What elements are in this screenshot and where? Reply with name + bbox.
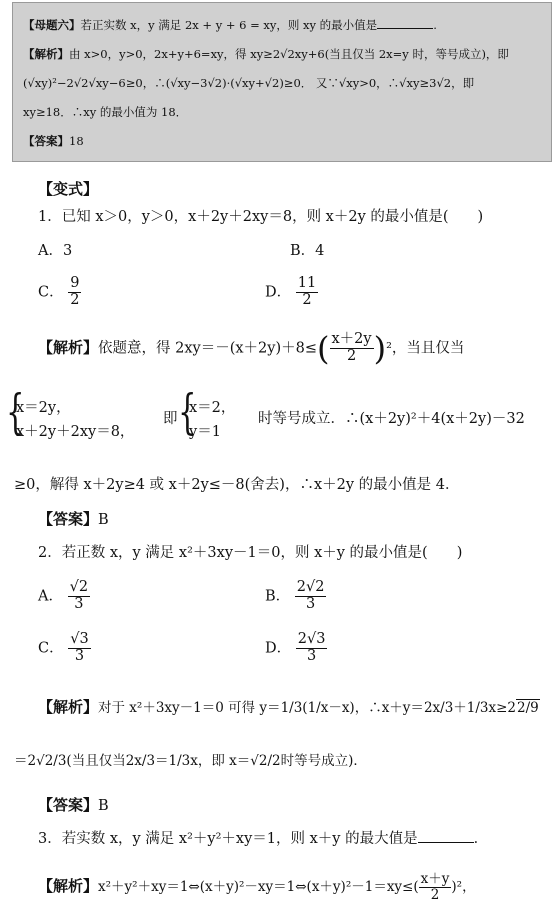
q2-analysis-text-c: ，即 x＝ <box>197 753 251 769</box>
q2-answer <box>38 796 109 815</box>
q2-analysis-line-1 <box>38 698 540 717</box>
left-brace-2: { <box>178 384 197 440</box>
q2-eq-sign: ＝ <box>14 753 28 769</box>
analysis-line-2: (√xy)²−2√2√xy−6≥0，∴(√xy−3√2)·(√xy+√2)≥0． 又∵√xy>0，∴√xy≥3√2，即 <box>23 76 475 90</box>
q1-analysis-fraction <box>330 332 374 365</box>
fraction-denominator: 3 <box>306 647 317 664</box>
analysis-text-1a: 由 x>0，y>0，2x+y+6=xy，得 xy≥2√2xy+6 <box>69 47 325 61</box>
q2-answer-value: B <box>98 798 109 814</box>
q1-analysis-text-b: ²，当且仅当 <box>386 340 465 357</box>
q3-stem-text: 3．若实数 x，y 满足 x²＋y²＋xy＝1，则 x＋y 的最大值是 <box>38 831 418 847</box>
problem-line: 【母题六】若正实数 x，y 满足 2x + y + 6 = xy，则 xy 的最小值是 . <box>23 18 437 32</box>
q2-answer-tag: 【答案】 <box>38 796 99 814</box>
fraction-denominator: 2 <box>302 291 312 308</box>
q2-analysis-frac-6: 1/3x <box>168 753 198 769</box>
equation-system-1 <box>16 396 134 444</box>
answer-line <box>23 127 541 156</box>
system-1-eq-b: x＋2y＋2xy＝8， <box>16 424 135 440</box>
q2-analysis-frac-1: 1/3 <box>280 700 303 716</box>
analysis-line-3: xy≥18．∴xy 的最小值为 18． <box>23 105 188 119</box>
fraction-numerator: x＋y <box>420 871 450 887</box>
q1-option-d-fraction <box>296 276 318 309</box>
q2-option-a-label: A． <box>38 588 63 605</box>
fraction-numerator: 9 <box>70 275 80 291</box>
answer-blank <box>377 16 433 29</box>
q2-analysis-text: 对于 x²＋3xy－1＝0 可得 y＝ <box>98 700 281 716</box>
fraction-numerator: 2√3 <box>297 631 326 647</box>
q2-option-c-label: C． <box>38 640 64 657</box>
q1-option-a: A．3 <box>38 243 73 259</box>
analysis-tag: 【解析】 <box>23 47 69 61</box>
q1-stem: 1．已知 x＞0，y＞0，x＋2y＋2xy＝8，则 x＋2y 的最小值是( ) <box>38 209 484 225</box>
q3-analysis-fraction <box>419 872 452 903</box>
q2-analysis-sqrt: 2/9 <box>517 700 539 716</box>
q2-stem: 2．若正数 x，y 满足 x²＋3xy－1＝0，则 x＋y 的最小值是( ) <box>38 545 463 561</box>
q2-analysis-frac-2: (1/x－x)，∴x＋y＝ <box>302 700 424 716</box>
q1-option-d-label: D． <box>265 284 292 301</box>
q2-option-a <box>38 580 90 613</box>
q2-analysis-frac-7: √2/2 <box>250 753 281 769</box>
example-problem-box <box>12 2 552 162</box>
q1-analysis-text-a: 依题意，得 2xy＝－(x＋2y)＋8≤ <box>98 340 318 357</box>
q2-option-c-fraction <box>68 632 90 665</box>
q1-answer-tag: 【答案】 <box>38 510 99 528</box>
answer-value: 18 <box>69 134 84 148</box>
q3-answer-blank <box>418 830 474 843</box>
paren-open: ( <box>317 329 330 368</box>
q2-option-d <box>265 632 327 665</box>
fraction-denominator: 2 <box>346 347 357 364</box>
q2-analysis-value: 2√2/3 <box>27 753 67 769</box>
q2-option-b-label: B． <box>265 588 291 605</box>
fraction-denominator: 3 <box>306 595 316 612</box>
q2-analysis-line-2 <box>14 752 367 770</box>
q1-analysis-line-3: ≥0，解得 x＋2y≥4 或 x＋2y≤－8(舍去)，∴x＋2y 的最小值是 4． <box>14 477 460 493</box>
q1-option-c-label: C． <box>38 284 64 301</box>
fraction-denominator: 3 <box>74 595 84 612</box>
left-brace-1: { <box>6 384 25 440</box>
q2-analysis-frac-4: 1/3x <box>466 700 497 716</box>
q2-analysis-tag: 【解析】 <box>38 698 99 716</box>
q3-stem-end: ． <box>473 831 489 847</box>
fraction-denominator: 2 <box>430 886 440 903</box>
fraction-numerator: x＋2y <box>331 331 372 347</box>
q1-option-b: B．4 <box>290 243 325 259</box>
q2-analysis-text-a: (当且仅当 <box>66 753 126 769</box>
ji-text: 即 <box>163 411 178 427</box>
q2-option-c <box>38 632 91 665</box>
q2-option-a-fraction <box>68 580 90 613</box>
fraction-numerator: 2√2 <box>296 579 325 595</box>
q3-analysis-line-1 <box>38 872 476 903</box>
q2-option-b-fraction <box>295 580 327 613</box>
q1-analysis-line-2: 时等号成立．∴(x＋2y)²＋4(x＋2y)－32 <box>258 411 525 427</box>
q1-answer <box>38 510 109 529</box>
q2-analysis-ge: ≥2 <box>496 700 517 716</box>
problem-text: 若正实数 x，y 满足 2x + y + 6 = xy，则 xy 的最小值是 <box>80 18 378 32</box>
analysis-line-1 <box>23 40 541 69</box>
q2-analysis-frac-5: 2x/3 <box>125 753 156 769</box>
system-2-eq-a: x＝2， <box>189 400 236 416</box>
paren-close: ) <box>373 329 387 368</box>
fraction-numerator: √2 <box>69 579 89 595</box>
q3-analysis-text: x²＋y²＋xy＝1⇔(x＋y)²－xy＝1⇔(x＋y)²－1＝xy≤( <box>98 878 419 895</box>
q3-analysis-end: )²， <box>451 878 476 895</box>
problem-tag: 【母题六】 <box>23 18 81 32</box>
analysis-text-1b: (当且仅当 2x=y 时，等号成立)，即 <box>324 47 509 61</box>
q1-option-c-fraction <box>68 276 81 309</box>
q1-option-c <box>38 276 81 309</box>
equation-system-2 <box>189 396 235 444</box>
q2-option-d-fraction <box>296 632 328 665</box>
q2-analysis-text-b: ＝ <box>155 753 169 769</box>
q2-analysis-plus: ＋ <box>453 700 467 716</box>
fraction-denominator: 2 <box>70 291 80 308</box>
q2-analysis-frac-3: 2x/3 <box>423 700 454 716</box>
q3-stem <box>38 830 488 848</box>
q2-option-d-label: D． <box>265 640 292 657</box>
q1-analysis-line-1 <box>38 329 465 368</box>
fraction-numerator: √3 <box>70 631 89 647</box>
q3-analysis-tag: 【解析】 <box>38 876 99 895</box>
answer-tag: 【答案】 <box>23 134 69 148</box>
section-title: 【变式】 <box>38 180 99 198</box>
q1-analysis-tag: 【解析】 <box>38 338 99 357</box>
q2-analysis-text-d: 时等号成立)． <box>280 753 367 769</box>
fraction-denominator: 3 <box>74 647 85 664</box>
system-1-eq-a: x＝2y， <box>16 400 71 416</box>
q1-option-d <box>265 276 318 309</box>
fraction-numerator: 11 <box>297 275 317 291</box>
q1-answer-value: B <box>98 512 109 528</box>
q2-option-b <box>265 580 326 613</box>
system-2-eq-b: y＝1 <box>189 424 221 440</box>
